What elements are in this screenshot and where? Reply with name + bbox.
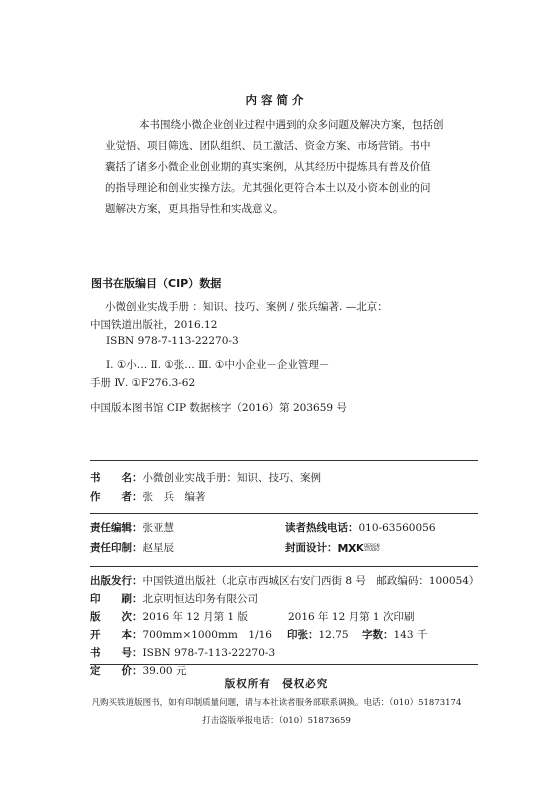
summary-title: 内容简介 bbox=[245, 93, 308, 107]
price-label: 定 价： bbox=[90, 665, 143, 677]
cip-line-2: 中国铁道出版社，2016.12 bbox=[90, 319, 218, 331]
editor-label: 责任编辑： bbox=[90, 522, 143, 534]
format-value: 700mm×1000mm 1/16 bbox=[142, 629, 272, 641]
author-label: 作 者： bbox=[90, 491, 143, 503]
book-title-value: 小微创业实战手册：知识、技巧、案例 bbox=[142, 472, 321, 484]
printing-value: 赵星辰 bbox=[142, 542, 174, 554]
cip-line-6: 中国版本图书馆 CIP 数据核字（2016）第 203659 号 bbox=[90, 402, 347, 414]
isbn-label: 书 号： bbox=[90, 647, 143, 659]
copyright-title: 版权所有 侵权必究 bbox=[224, 678, 329, 690]
format-row bbox=[90, 627, 272, 642]
hotline-row bbox=[285, 520, 436, 535]
publisher-label: 出版发行： bbox=[90, 575, 143, 587]
cover-design-row bbox=[285, 540, 380, 555]
quality-notice: 凡购买铁道版图书，如有印制质量问题，请与本社读者服务部联系调换。电话：（010）51873174 bbox=[91, 698, 462, 708]
words-value: 143 千 bbox=[393, 629, 428, 641]
edition-label: 版 次： bbox=[90, 611, 143, 623]
isbn-value: ISBN 978-7-113-22270-3 bbox=[142, 647, 276, 659]
words-row bbox=[362, 627, 427, 642]
isbn-row bbox=[90, 645, 275, 660]
cip-line-5: 手册 Ⅳ. ①F276.3-62 bbox=[90, 377, 196, 389]
hotline-label: 读者热线电话： bbox=[285, 522, 359, 534]
summary-line-5: 题解决方案，更具指导性和实战意义。 bbox=[105, 203, 284, 215]
edition-row bbox=[90, 609, 248, 624]
piracy-report-line: 打击盗版举报电话：（010）51873659 bbox=[202, 716, 351, 726]
words-label: 字数： bbox=[362, 629, 394, 641]
summary-line-3: 囊括了诸多小微企业创业期的真实案例，从其经历中提炼具有普及价值 bbox=[105, 161, 431, 173]
book-title-label: 书 名： bbox=[90, 472, 143, 484]
divider-rule bbox=[90, 566, 478, 567]
book-title-row bbox=[90, 470, 321, 485]
sheets-label: 印张： bbox=[287, 629, 319, 641]
editor-value: 张亚慧 bbox=[142, 522, 174, 534]
author-value: 张 兵 编著 bbox=[142, 491, 206, 503]
divider-rule bbox=[90, 513, 478, 514]
summary-line-2: 业觉悟、项目筛选、团队组织、员工激活、资金方案、市场营销。书中 bbox=[105, 140, 431, 152]
sheets-row bbox=[287, 627, 349, 642]
print-label: 印 刷： bbox=[90, 593, 143, 605]
edition-value: 2016 年 12 月第 1 版 bbox=[142, 611, 248, 623]
cip-line-1: 小微创业实战手册 ：知识、技巧、案例 / 张兵编著. —北京： bbox=[105, 301, 388, 313]
publisher-value: 中国铁道出版社（北京市西城区右安门西街 8 号 邮政编码：100054） bbox=[142, 575, 480, 587]
mxk-design-logo: MXKDESIGN STUDIO bbox=[337, 541, 380, 555]
author-row bbox=[90, 489, 206, 504]
divider-rule bbox=[90, 460, 478, 461]
cip-heading: 图书在版编目（CIP）数据 bbox=[91, 277, 222, 290]
summary-line-4: 的指导理论和创业实操方法。尤其强化更符合本土以及小资本创业的问 bbox=[105, 182, 431, 194]
print-value: 北京明恒达印务有限公司 bbox=[142, 593, 258, 605]
cover-design-label: 封面设计： bbox=[285, 542, 338, 554]
editor-row bbox=[90, 520, 174, 535]
printing-row bbox=[90, 540, 174, 555]
printing-label: 责任印制： bbox=[90, 542, 143, 554]
cip-line-4: Ⅰ. ①小… Ⅱ. ①张… Ⅲ. ①中小企业－企业管理－ bbox=[106, 359, 330, 371]
format-label: 开 本： bbox=[90, 629, 143, 641]
price-value: 39.00 元 bbox=[142, 665, 187, 677]
cip-line-3: ISBN 978-7-113-22270-3 bbox=[106, 335, 239, 347]
summary-line-1: 本书围绕小微企业创业过程中遇到的众多问题及解决方案，包括创 bbox=[139, 119, 444, 131]
sheets-value: 12.75 bbox=[318, 629, 349, 641]
publisher-row bbox=[90, 573, 479, 588]
impression-value: 2016 年 12 月第 1 次印刷 bbox=[288, 611, 415, 623]
print-row bbox=[90, 591, 258, 606]
hotline-value: 010-63560056 bbox=[358, 522, 436, 534]
